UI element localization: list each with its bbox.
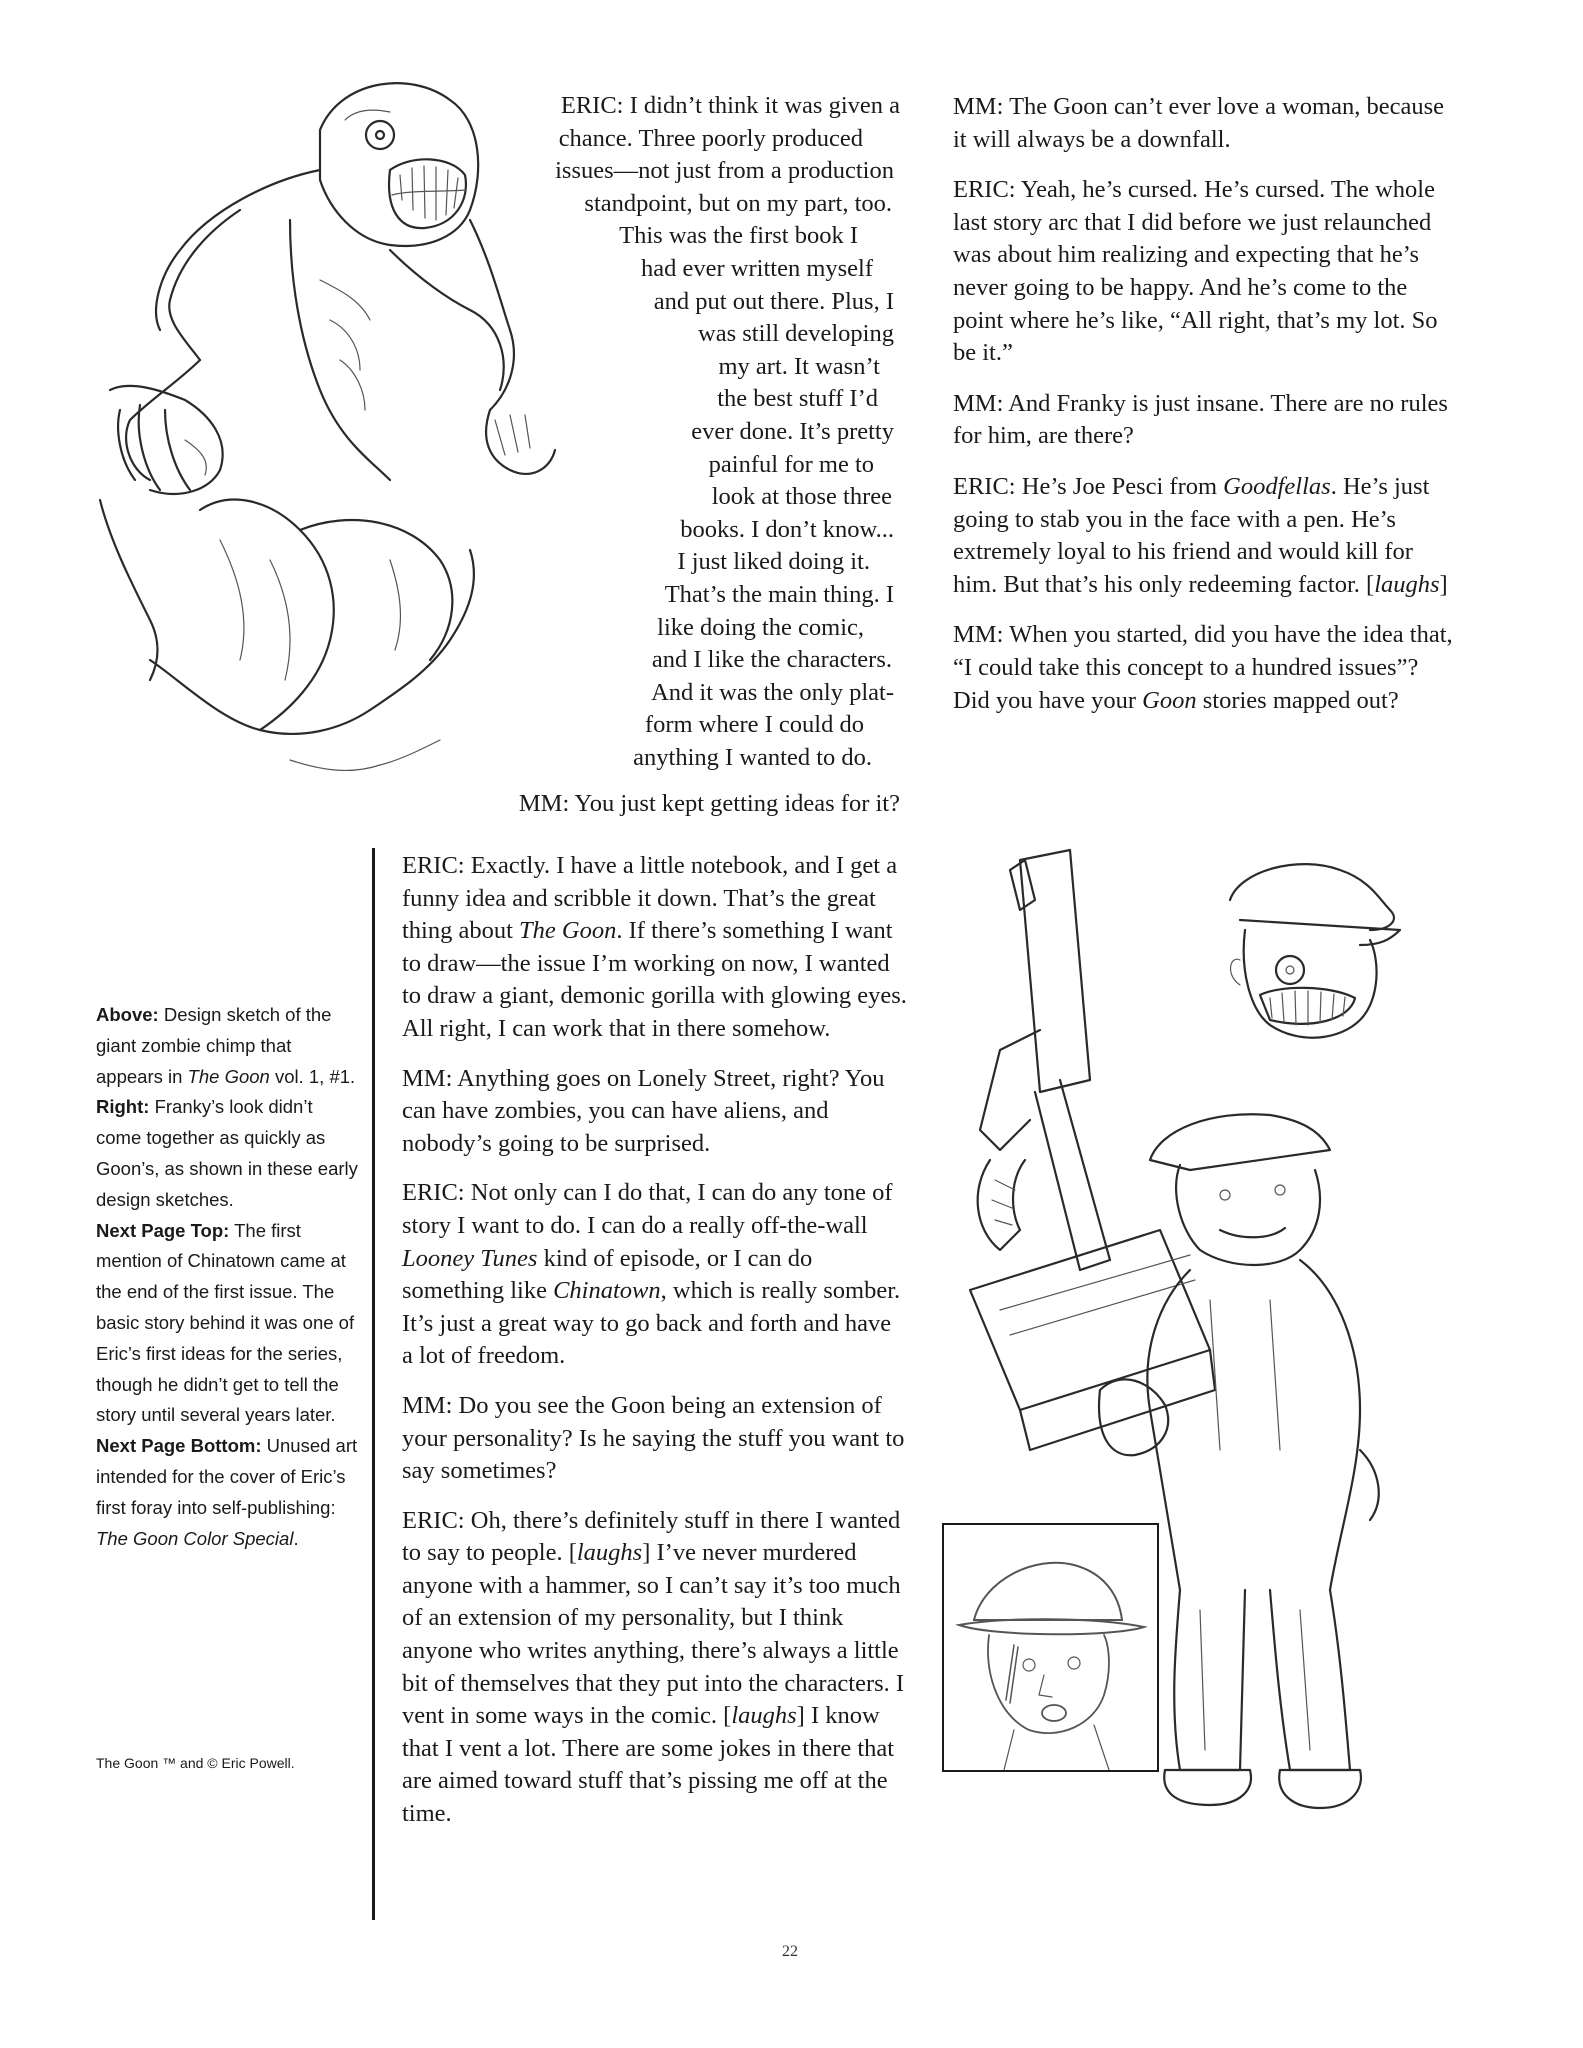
interview-paragraph: MM: And Franky is just insane. There are no rules for him, are there? [953, 389, 1448, 450]
interview-paragraph: MM: The Goon can’t ever love a woman, because it will always be a downfall. [953, 93, 1444, 153]
interview-paragraph: ERIC: Not only can I do that, I can do any tone of story I want to do. I can do a really off-the-wall Looney Tunes kind of episode, or I can do something like Chinatown, which is really somber. It’s just a great way to go back and forth and have a lot of freedom. [402, 1179, 901, 1370]
interview-line: books. I don’t know... [680, 515, 894, 543]
interview-line: was still developing [698, 320, 894, 348]
interview-line: my art. It wasn’t [718, 352, 880, 380]
interview-line: and I like the characters. [651, 646, 892, 674]
interview-right-column [953, 91, 1453, 735]
page-number: 22 [782, 1943, 798, 1960]
interview-line: issues—not just from a production [555, 157, 894, 185]
interview-line: This was the first book I [619, 222, 858, 250]
interview-top-left [470, 90, 900, 821]
interview-line: ever done. It’s pretty [691, 417, 894, 445]
caption-above: Above: Design sketch of the giant zombie chimp that appears in The Goon vol. 1, #1. [96, 1004, 356, 1087]
interview-line: look at those three [711, 483, 892, 511]
interview-line: anything I wanted to do. [633, 743, 872, 771]
interview-line: the best stuff I’d [717, 385, 878, 413]
interview-line: I just liked doing it. [677, 548, 870, 576]
interview-paragraph: ERIC: Exactly. I have a little notebook, and I get a funny idea and scribble it down. That’s the great thing about The Goon. If there’s something I want to draw—the issue I’m working on now, I wanted to draw a giant, demonic gorilla with glowing eyes. All right, I can work that in there somehow. [402, 852, 907, 1042]
interview-paragraph: MM: When you started, did you have the idea that, “I could take this concept to a hundred issues”? Did you have your Goon stories mapped out? [953, 621, 1453, 714]
copyright-notice: The Goon ™ and © Eric Powell. [96, 1755, 295, 1771]
interview-line: And it was the only plat- [651, 678, 894, 706]
interview-paragraph: ERIC: He’s Joe Pesci from Goodfellas. He’s just going to stab you in the face with a pen. He’s extremely loyal to his friend and would kill for him. But that’s his only redeeming factor. [laughs] [953, 472, 1448, 598]
interview-line: painful for me to [708, 450, 874, 478]
interview-paragraph: ERIC: Oh, there’s definitely stuff in there I wanted to say to people. [laughs] I’ve never murdered anyone with a hammer, so I can’t say it’s too much of an extension of my personality, but I think anyone who writes anything, there’s always a little bit of themselves that they put into the characters. I vent in some ways in the comic. [laughs] I know that I vent a lot. There are some jokes in there that are aimed toward stuff that’s pissing me off at the time. [402, 1506, 905, 1828]
caption-right: Right: Franky’s look didn’t come together as quickly as Goon’s, as shown in these early design sketches. [96, 1096, 358, 1210]
column-divider [372, 848, 375, 1920]
interview-line: ERIC: I didn’t think it was given a [560, 92, 900, 119]
interview-paragraph: ERIC: Yeah, he’s cursed. He’s cursed. The whole last story arc that I did before we just relaunched was about him realizing and expecting that he’s never going to be happy. And he’s come to the point where he’s like, “All right, that’s my lot. So be it.” [953, 176, 1438, 367]
pencil-sketch-frame [942, 1523, 1159, 1772]
interview-line: and put out there. Plus, I [653, 287, 894, 315]
interview-paragraph: MM: Do you see the Goon being an extension of your personality? Is he saying the stuff you want to say sometimes? [402, 1391, 905, 1485]
caption-next-page-bottom: Next Page Bottom: Unused art intended for the cover of Eric’s first foray into self-publishing: The Goon Color Special. [96, 1435, 358, 1549]
franky-pencil-sketch [944, 1525, 1157, 1770]
interview-line: form where I could do [644, 711, 864, 739]
interview-line: That’s the main thing. I [664, 580, 894, 608]
interview-line: standpoint, but on my part, too. [584, 189, 892, 217]
interview-paragraph: MM: Anything goes on Lonely Street, right? You can have zombies, you can have aliens, and nobody’s going to be surprised. [402, 1064, 885, 1157]
interview-line: had ever written myself [641, 254, 873, 282]
interview-line: like doing the comic, [657, 613, 864, 641]
image-captions [96, 1000, 358, 1554]
caption-next-page-top: Next Page Top: The first mention of Chinatown came at the end of the first issue. The basic story behind it was one of Eric’s first ideas for the series, though he didn’t get to tell the story until several years later. [96, 1219, 355, 1426]
interview-line: chance. Three poorly produced [558, 124, 863, 152]
interview-middle-column [402, 850, 907, 1848]
mm-question-line: MM: You just kept getting ideas for it? [518, 790, 900, 818]
